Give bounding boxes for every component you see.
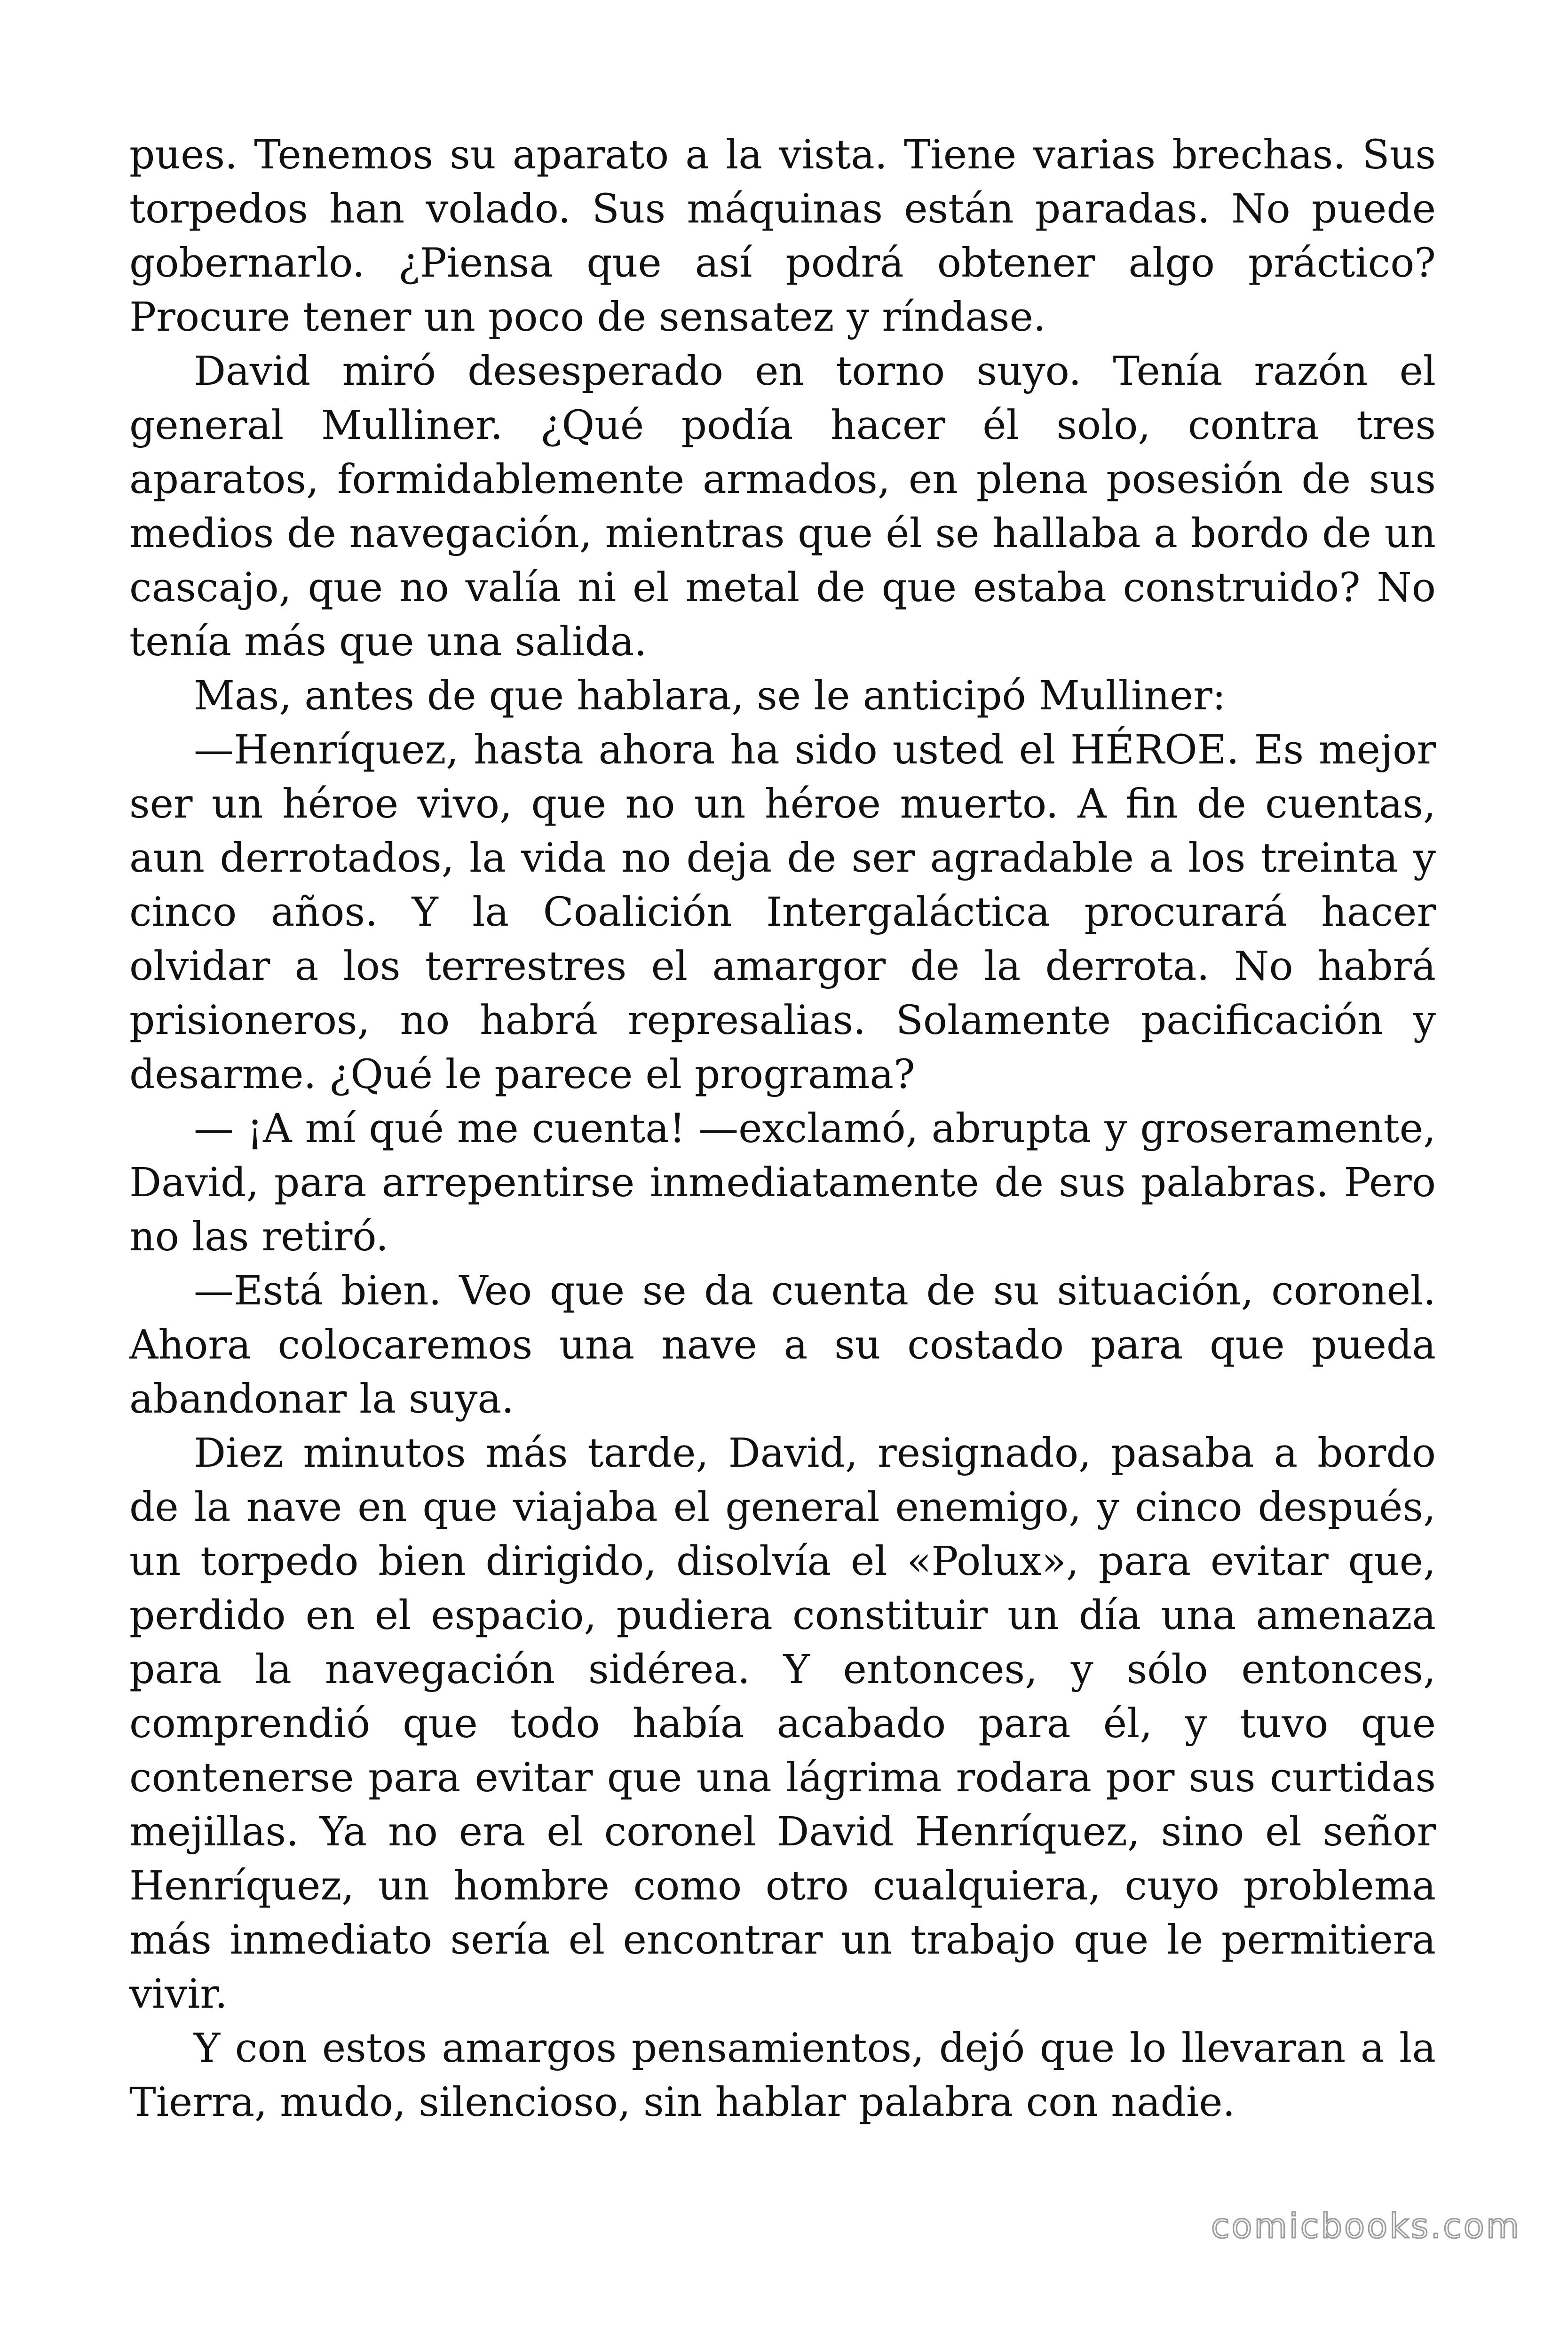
paragraph-1: pues. Tenemos su aparato a la vista. Tiene varias brechas. Sus torpedos han volado. Sus máquinas están paradas. No puede gobernarlo. ¿Piensa que así podrá obtener algo práctico? Procure tener un poco de sensatez y ríndase.: [129, 132, 1436, 341]
watermark: comicbooks.com: [1211, 2206, 1521, 2246]
paragraph-8: Y con estos amargos pensamientos, dejó que lo llevaran a la Tierra, mudo, silencioso, sin hablar palabra con nadie.: [129, 2025, 1436, 2126]
paragraph-2: David miró desesperado en torno suyo. Tenía razón el general Mulliner. ¿Qué podía hacer él solo, contra tres aparatos, formidablemente armados, en plena posesión de sus medios de navegación, mientras que él se hallaba a bordo de un cascajo, que no valía ni el metal de que estaba construido? No tenía más que una salida.: [129, 348, 1436, 665]
paragraph-3: Mas, antes de que hablara, se le anticipó Mulliner:: [194, 673, 1226, 719]
paragraph-4: —Henríquez, hasta ahora ha sido usted el HÉROE. Es mejor ser un héroe vivo, que no un héroe muerto. A fin de cuentas, aun derrotados, la vida no deja de ser agradable a los treinta y cinco años. Y la Coalición Intergaláctica procurará hacer olvidar a los terrestres el amargor de la derrota. No habrá prisioneros, no habrá represalias. Solamente pacificación y desarme. ¿Qué le parece el programa?: [129, 727, 1436, 1098]
page-body: [129, 128, 1436, 2130]
paragraph-7: Diez minutos más tarde, David, resignado, pasaba a bordo de la nave en que viajaba el general enemigo, y cinco después, un torpedo bien dirigido, disolvía el «Polux», para evitar que, perdido en el espacio, pudiera constituir un día una amenaza para la navegación sidérea. Y entonces, y sólo entonces, comprendió que todo había acabado para él, y tuvo que contenerse para evitar que una lágrima rodara por sus curtidas mejillas. Ya no era el coronel David Henríquez, sino el señor Henríquez, un hombre como otro cualquiera, cuyo problema más inmediato sería el encontrar un trabajo que le permitiera vivir.: [129, 1430, 1436, 2018]
paragraph-6: —Está bien. Veo que se da cuenta de su situación, coronel. Ahora colocaremos una nave a su costado para que pueda abandonar la suya.: [129, 1268, 1436, 1422]
paragraph-5: — ¡A mí qué me cuenta! —exclamó, abrupta y groseramente, David, para arrepentirse inmediatamente de sus palabras. Pero no las retiró.: [129, 1105, 1436, 1260]
